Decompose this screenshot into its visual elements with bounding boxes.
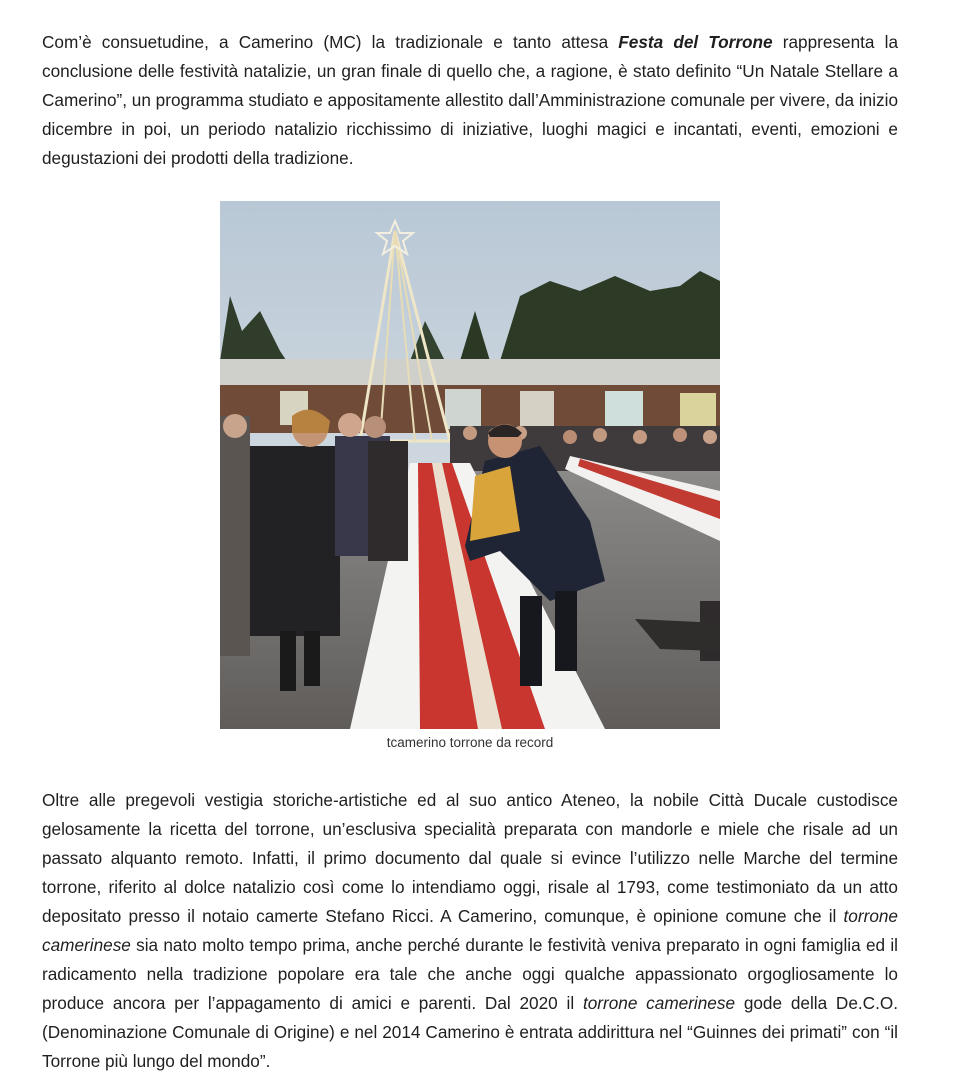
torrone-camerinese-emphasis-1: torrone camerinese bbox=[42, 906, 898, 955]
para2-part3: gode della De.C.O. (Denominazione Comunale di Origine) e nel 2014 Camerino è entrata addirittura nel “Guinnes dei primati” con “il Torrone più lungo del mondo”. bbox=[42, 993, 899, 1071]
intro-paragraph bbox=[42, 28, 898, 173]
para1-text-after: rappresenta la conclusione delle festività natalizie, un gran finale di quello che, a ragione, è stato definito “Un Natale Stellare a Camerino”, un programma studiato e appositamente allestito dall’Amministrazione comunale per vivere, da inizio dicembre in poi, un periodo natalizio ricchissimo di iniziative, luoghi magici e incantati, eventi, emozioni e degustazioni dei prodotti della tradizione. bbox=[42, 32, 899, 168]
para2-part1: Oltre alle pregevoli vestigia storiche-artistiche ed al suo antico Ateneo, la nobile Città Ducale custodisce gelosamente la ricetta del torrone, un’esclusiva specialità preparata con mandorle e miele che risale ad un passato alquanto remoto. Infatti, il primo documento dal quale si evince l’utilizzo nelle Marche del termine torrone, riferito al dolce natalizio così come lo intendiamo oggi, risale al 1793, come testimoniato da un atto depositato presso il notaio camerte Stefano Ricci. A Camerino, comunque, è opinione comune che il bbox=[42, 790, 898, 926]
torrone-record-photo[interactable] bbox=[220, 201, 720, 729]
para2-part2: sia nato molto tempo prima, anche perché durante le festività veniva preparato in ogni famiglia ed il radicamento nella tradizione popolare era tale che anche oggi qualche appassionato orgogliosamente lo produce ancora per l’appagamento di amici e parenti. Dal 2020 il bbox=[42, 935, 898, 1013]
torrone-camerinese-emphasis-2: torrone camerinese bbox=[582, 993, 736, 1013]
para1-text-before: Com’è consuetudine, a Camerino (MC) la tradizionale e tanto attesa bbox=[42, 32, 619, 52]
festa-del-torrone-emphasis: Festa del Torrone bbox=[618, 32, 773, 52]
history-paragraph bbox=[42, 786, 898, 1076]
article-figure bbox=[220, 201, 720, 750]
figure-caption: tcamerino torrone da record bbox=[386, 735, 554, 750]
